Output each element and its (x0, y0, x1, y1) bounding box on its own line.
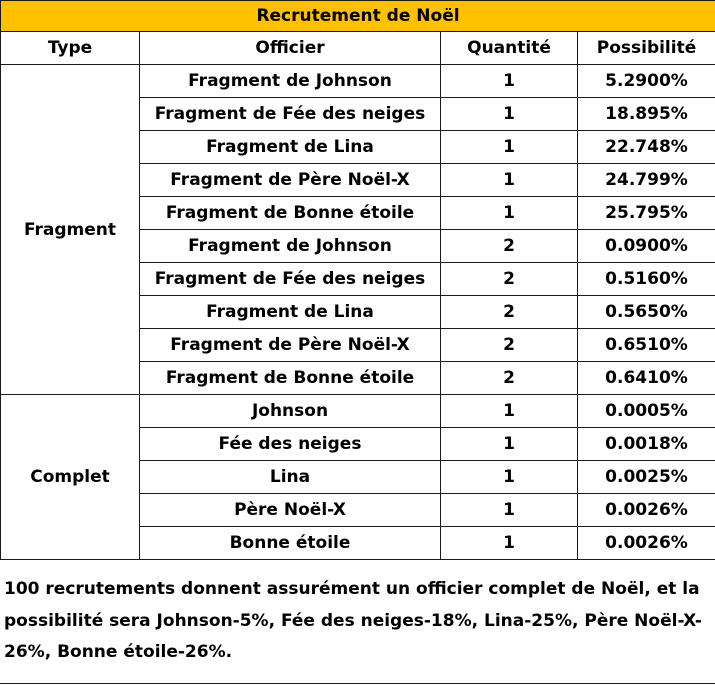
quantity-cell: 1 (441, 164, 578, 197)
quantity-cell: 1 (441, 461, 578, 494)
possibility-cell: 18.895% (578, 98, 715, 131)
possibility-cell: 0.6510% (578, 329, 715, 362)
officer-cell: Fragment de Fée des neiges (140, 263, 441, 296)
table-row (1, 65, 715, 98)
officer-cell: Fragment de Johnson (140, 65, 441, 98)
quantity-cell: 1 (441, 131, 578, 164)
possibility-cell: 0.0005% (578, 395, 715, 428)
header-type: Type (1, 32, 140, 65)
table-title: Recrutement de Noël (1, 1, 715, 32)
quantity-cell: 2 (441, 362, 578, 395)
quantity-cell: 2 (441, 230, 578, 263)
possibility-cell: 22.748% (578, 131, 715, 164)
possibility-cell: 0.5160% (578, 263, 715, 296)
possibility-cell: 0.0018% (578, 428, 715, 461)
officer-cell: Fragment de Fée des neiges (140, 98, 441, 131)
possibility-cell: 0.0026% (578, 527, 715, 560)
quantity-cell: 2 (441, 263, 578, 296)
quantity-cell: 1 (441, 527, 578, 560)
possibility-cell: 0.0900% (578, 230, 715, 263)
header-possibility: Possibilité (578, 32, 715, 65)
possibility-cell: 5.2900% (578, 65, 715, 98)
possibility-cell: 0.5650% (578, 296, 715, 329)
officer-cell: Fragment de Johnson (140, 230, 441, 263)
quantity-cell: 1 (441, 395, 578, 428)
guarantee-note: 100 recrutements donnent assurément un officier complet de Noël, et la possibilité sera Johnson-5%, Fée des neiges-18%, Lina-25%, Père Noël-X-26%, Bonne étoile-26%. (4, 579, 702, 662)
officer-cell: Lina (140, 461, 441, 494)
quantity-cell: 2 (441, 296, 578, 329)
table-row (1, 395, 715, 428)
officer-cell: Fragment de Bonne étoile (140, 362, 441, 395)
bottom-divider (0, 683, 715, 684)
possibility-cell: 24.799% (578, 164, 715, 197)
header-officer: Officier (140, 32, 441, 65)
officer-cell: Johnson (140, 395, 441, 428)
possibility-cell: 0.0026% (578, 494, 715, 527)
quantity-cell: 1 (441, 494, 578, 527)
officer-cell: Fée des neiges (140, 428, 441, 461)
quantity-cell: 1 (441, 428, 578, 461)
officer-cell: Père Noël-X (140, 494, 441, 527)
possibility-cell: 0.6410% (578, 362, 715, 395)
table-body (1, 65, 715, 560)
officer-cell: Bonne étoile (140, 527, 441, 560)
quantity-cell: 1 (441, 197, 578, 230)
officer-cell: Fragment de Lina (140, 131, 441, 164)
quantity-cell: 1 (441, 65, 578, 98)
possibility-cell: 0.0025% (578, 461, 715, 494)
type-cell: Complet (1, 395, 140, 560)
officer-cell: Fragment de Père Noël-X (140, 329, 441, 362)
type-cell: Fragment (1, 65, 140, 395)
quantity-cell: 2 (441, 329, 578, 362)
quantity-cell: 1 (441, 98, 578, 131)
header-quantity: Quantité (441, 32, 578, 65)
officer-cell: Fragment de Père Noël-X (140, 164, 441, 197)
officer-cell: Fragment de Bonne étoile (140, 197, 441, 230)
possibility-cell: 25.795% (578, 197, 715, 230)
table-header-row (1, 32, 715, 65)
officer-cell: Fragment de Lina (140, 296, 441, 329)
